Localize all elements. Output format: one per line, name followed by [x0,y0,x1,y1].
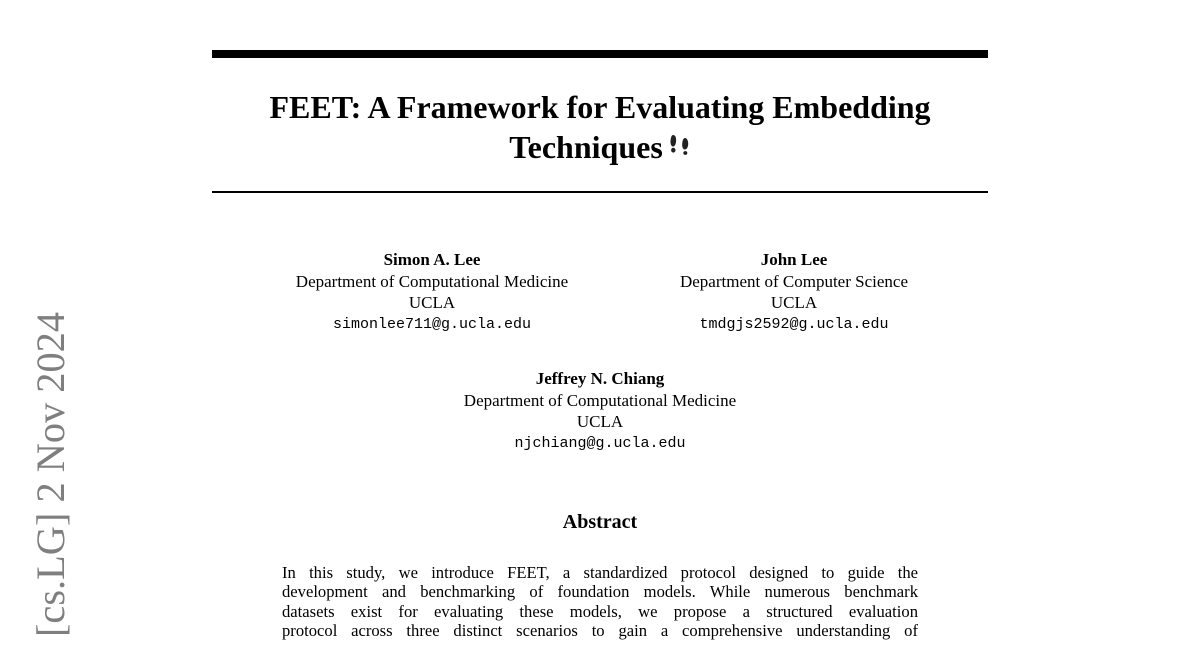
author-department: Department of Computational Medicine [463,390,737,410]
author-block [400,368,800,454]
abstract-line: In this study, we introduce FEET, a standardized protocol designed to guide the [282,563,918,582]
abstract-line: development and benchmarking of foundation models. While numerous benchmark [282,582,918,602]
author-name: Simon A. Lee [383,250,481,269]
arxiv-stamp-text: [cs.LG] 2 Nov 2024 [28,314,73,637]
footprints-icon [669,126,691,163]
abstract-heading: Abstract [562,511,638,533]
title-bottom-rule [212,191,988,193]
author-block [594,249,994,335]
author-department: Department of Computational Medicine [295,271,569,291]
author-institution: UCLA [576,412,624,431]
title-line-2-text: Techniques [509,129,663,165]
author-institution: UCLA [408,293,456,312]
author-block [232,249,632,335]
abstract-line: datasets exist for evaluating these models, we propose a structured evaluation [282,601,918,621]
author-institution: UCLA [770,293,818,312]
title-line-1: FEET: A Framework for Evaluating Embedding [269,89,931,125]
author-name: Jeffrey N. Chiang [535,369,665,388]
title-top-rule [212,50,988,58]
author-department: Department of Computer Science [679,271,908,291]
abstract-line: protocol across three distinct scenarios to gain a comprehensive understanding of [282,620,918,640]
title-line-2 [212,126,988,166]
arxiv-side-stamp [24,312,74,637]
author-email[interactable]: tmdgjs2592@g.ucla.edu [699,315,889,333]
abstract-body [282,563,918,640]
paper-title [212,89,988,166]
author-email[interactable]: simonlee711@g.ucla.edu [332,315,532,333]
author-name: John Lee [760,250,828,269]
author-email[interactable]: njchiang@g.ucla.edu [514,434,686,452]
